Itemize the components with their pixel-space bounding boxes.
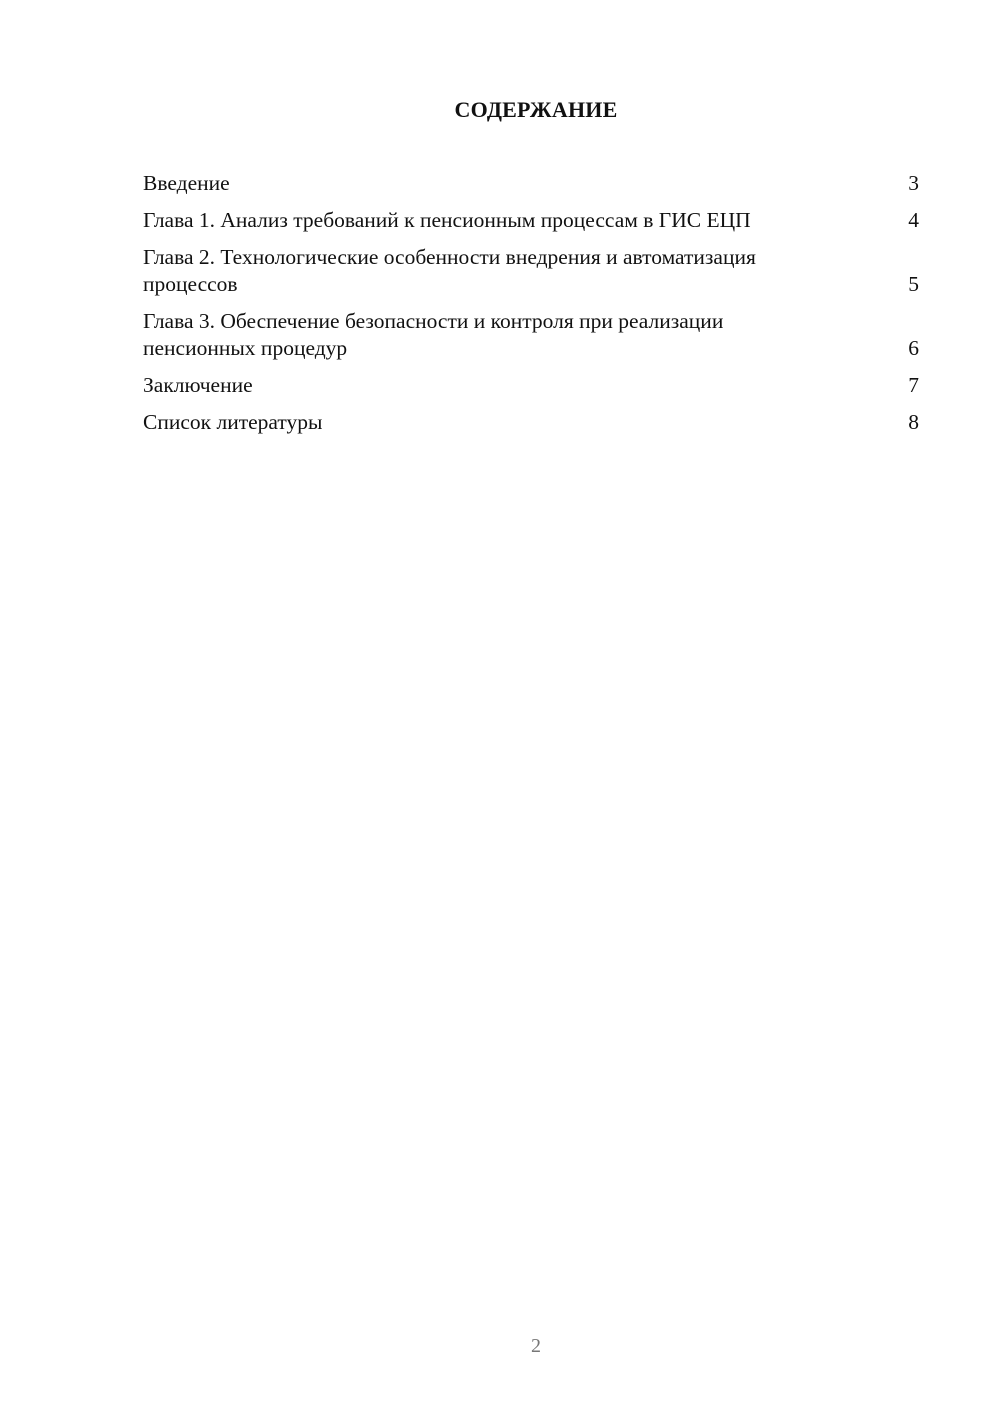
toc-entry-page-number: 8 xyxy=(908,410,919,434)
toc-entry-text: Список литературы xyxy=(143,410,323,434)
toc-entry-page-number: 5 xyxy=(908,272,919,296)
toc-entry-introduction xyxy=(143,170,919,197)
page-number: 2 xyxy=(531,1335,541,1357)
toc-entry-page-number: 4 xyxy=(908,208,919,232)
toc-entry-bibliography xyxy=(143,409,919,436)
toc-entry-chapter-1 xyxy=(143,207,919,234)
toc-entry-chapter-3 xyxy=(143,308,919,362)
toc-entry-text: Глава 3. Обеспечение безопасности и контроля при реализации пенсионных процедур xyxy=(143,309,724,360)
toc-entry-text: Глава 1. Анализ требований к пенсионным процессам в ГИС ЕЦП xyxy=(143,208,751,232)
toc-entry-chapter-2 xyxy=(143,244,919,298)
toc-entry-page-number: 7 xyxy=(908,373,919,397)
toc-entry-page-number: 6 xyxy=(908,336,919,360)
toc-entry-conclusion xyxy=(143,372,919,399)
toc-entry-text: Глава 2. Технологические особенности внедрения и автоматизация процессов xyxy=(143,245,756,296)
table-of-contents xyxy=(143,170,919,446)
toc-entry-text: Заключение xyxy=(143,373,253,397)
toc-entry-text: Введение xyxy=(143,171,230,195)
toc-entry-page-number: 3 xyxy=(908,171,919,195)
toc-heading: СОДЕРЖАНИЕ xyxy=(454,97,618,122)
